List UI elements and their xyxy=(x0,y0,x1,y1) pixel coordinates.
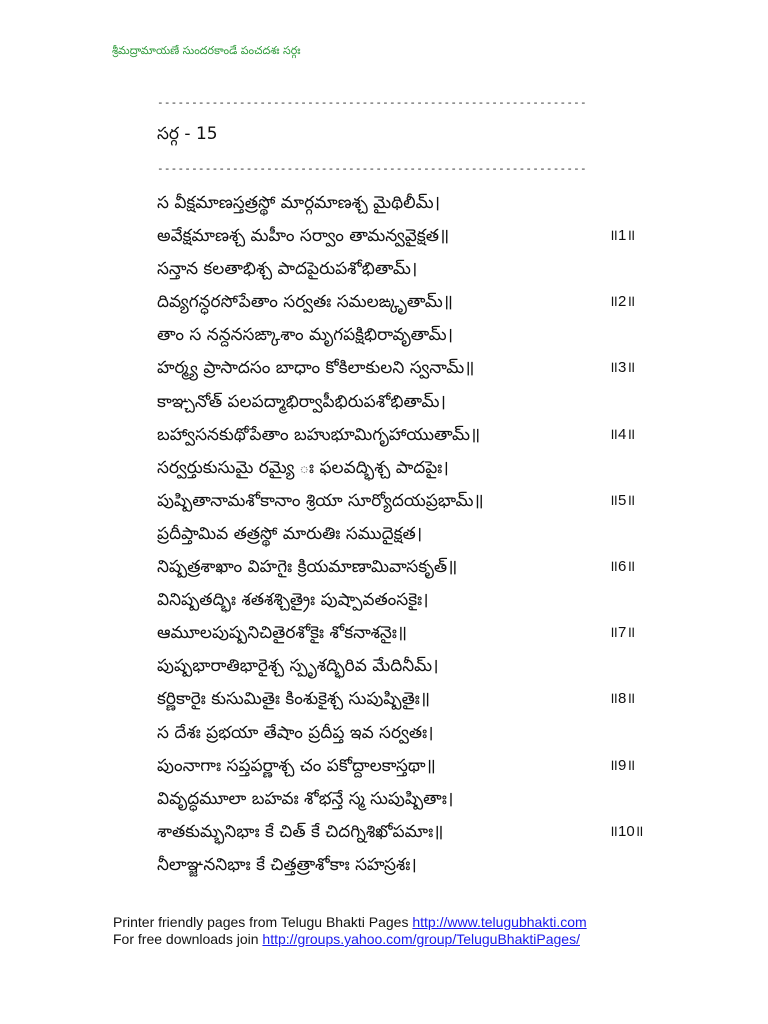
footer-downloads-text: For free downloads join xyxy=(113,931,263,947)
verse-line xyxy=(157,454,677,487)
verse-line xyxy=(157,553,677,586)
verse-text: శాతకుమ్భనిభాః కే చిత్ కే చిదగ్నిశిఖోపమాః॥ xyxy=(157,821,444,842)
verse-text: పుష్పభారాతిభారైశ్చ స్పృశద్భిరివ మేదినీమ్। xyxy=(157,656,439,677)
verse-line xyxy=(157,785,677,818)
verse-line xyxy=(157,685,677,718)
verse-text: తాం స నన్దనసఙ్కాశాం మృగపక్షిభిరావృతామ్। xyxy=(157,325,454,346)
verse-line xyxy=(157,222,677,255)
verse-line xyxy=(157,818,677,851)
verse-line xyxy=(157,719,677,752)
verse-text: బహ్వాసనకుథోపేతాం బహుభూమిగృహాయుతామ్॥ xyxy=(157,424,481,445)
verse-line xyxy=(157,586,677,619)
verse-text: పుష్పితానామశోకానాం శ్రియా సూర్యోదయప్రభామ్॥ xyxy=(157,490,484,511)
verse-number: ॥2॥ xyxy=(609,293,636,311)
verse-list xyxy=(157,189,677,884)
verse-text: స దేశః ప్రభయా తేషాం ప్రదీప్త ఇవ సర్వతః। xyxy=(157,722,434,743)
verse-text: వినిష్పతద్భిః శతశశ్చిత్రైః పుష్పావతంసకైః। xyxy=(157,590,429,611)
verse-text: ఆమూలపుష్పనిచితైరశోకైః శోకనాశనైః॥ xyxy=(157,623,408,644)
verse-number: ॥4॥ xyxy=(609,425,636,443)
verse-line xyxy=(157,288,677,321)
verse-text: కాఞ్చనోత్ పలపద్మాభిర్వాపీభిరుపశోభితామ్। xyxy=(157,391,446,412)
verse-line xyxy=(157,652,677,685)
verse-text: దివ్యగన్ధరసోపేతాం సర్వతః సమలఙ్కృతామ్॥ xyxy=(157,292,453,313)
verse-line xyxy=(157,189,677,222)
verse-line xyxy=(157,421,677,454)
verse-text: వివృద్ధమూలా బహవః శోభన్తే స్మ సుపుష్పితాః। xyxy=(157,788,454,809)
verse-text: నీలాఞ్జననిభాః కే చిత్తత్రాశోకాః సహస్రశః। xyxy=(157,854,417,875)
footer-line-downloads xyxy=(113,931,587,948)
divider-bottom: --------------------------------------------------------------- xyxy=(157,162,587,175)
verse-text: హర్మ్య ప్రాసాదసం బాధాం కోకిలాకులని స్వనామ్॥ xyxy=(157,358,475,379)
verse-text: సర్వర్తుకుసుమై రమ్యై ః ఫలవద్భిశ్చ పాదపైః। xyxy=(157,457,449,478)
verse-text: నిష్పత్రశాఖాం విహగైః క్రియమాణామివాసకృత్॥ xyxy=(157,557,458,578)
verse-number: ॥5॥ xyxy=(609,491,636,509)
telugubhakti-link[interactable]: http://www.telugubhakti.com xyxy=(412,914,587,930)
divider-top: --------------------------------------------------------------- xyxy=(157,96,587,109)
verse-line xyxy=(157,851,677,884)
sarga-title: సర్గ - 15 xyxy=(157,124,218,144)
verse-number: ॥1॥ xyxy=(609,227,636,245)
page-header-title: శ్రీమద్రామాయణే సుందరకాండే పంచదశః సర్గః xyxy=(112,44,301,57)
verse-text: సన్తాన కలతాభిశ్చ పాదపైరుపశోభితామ్। xyxy=(157,259,418,280)
yahoo-group-link[interactable]: http://groups.yahoo.com/group/TeluguBhaktiPages/ xyxy=(262,931,580,947)
footer-line-printer xyxy=(113,914,587,931)
verse-number: ॥3॥ xyxy=(609,359,636,377)
verse-text: పుంనాగాః సప్తపర్ణాశ్చ చం పకోద్దాలకాస్తథా॥ xyxy=(157,755,436,776)
verse-line xyxy=(157,520,677,553)
verse-line xyxy=(157,752,677,785)
verse-text: కర్ణికారైః కుసుమితైః కింశుకైశ్చ సుపుష్పితైః॥ xyxy=(157,689,431,710)
verse-number: ॥8॥ xyxy=(609,690,636,708)
page-footer xyxy=(113,914,587,948)
verse-number: ॥6॥ xyxy=(609,558,636,576)
verse-number: ॥9॥ xyxy=(609,756,636,774)
verse-line xyxy=(157,619,677,652)
verse-text: అవేక్షమాణశ్చ మహీం సర్వాం తామన్వవైక్షత॥ xyxy=(157,226,450,247)
verse-line xyxy=(157,354,677,387)
verse-text: ప్రదీప్తామివ తత్రస్థో మారుతిః సముదైక్షత। xyxy=(157,523,423,544)
verse-line xyxy=(157,388,677,421)
verse-line xyxy=(157,321,677,354)
verse-line xyxy=(157,255,677,288)
verse-text: స వీక్షమాణస్తత్రస్థో మార్గమాణశ్చ మైథిలీమ్। xyxy=(157,193,441,213)
footer-printer-text: Printer friendly pages from Telugu Bhakti Pages xyxy=(113,914,413,930)
verse-number: ॥10॥ xyxy=(609,822,644,840)
verse-number: ॥7॥ xyxy=(609,624,636,642)
verse-line xyxy=(157,487,677,520)
